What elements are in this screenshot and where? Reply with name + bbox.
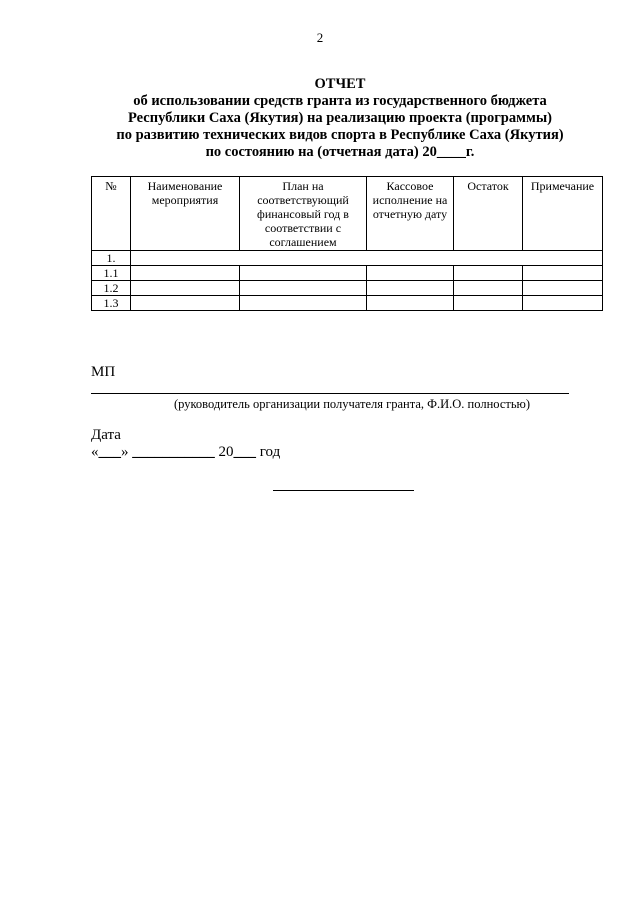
row-number: 1.2 (92, 281, 131, 296)
table-cell (131, 266, 240, 281)
table-cell (454, 296, 523, 311)
table-row (92, 296, 603, 311)
table-cell (454, 266, 523, 281)
row-number: 1.3 (92, 296, 131, 311)
table-cell (240, 296, 367, 311)
report-table (91, 176, 603, 311)
table-cell (454, 281, 523, 296)
year-prefix: 20 (218, 444, 234, 460)
title-line-4: по развитию технических видов спорта в Республике Саха (Якутия) (116, 127, 564, 143)
header-activity-name: Наименование мероприятия (131, 177, 240, 251)
stamp-label: МП (91, 364, 116, 380)
header-number: № (92, 177, 131, 251)
header-note: Примечание (523, 177, 603, 251)
table-header-row (92, 177, 603, 251)
report-title (60, 76, 620, 161)
header-cash-execution: Кассовое исполнение на отчетную дату (367, 177, 454, 251)
page-number: 2 (316, 30, 324, 45)
header-plan: План на соответствующий финансовый год в соответствии с соглашением (240, 177, 367, 251)
year-suffix: год (259, 444, 281, 460)
table-cell (240, 281, 367, 296)
table-row (92, 266, 603, 281)
title-line-2: об использовании средств гранта из государственного бюджета (133, 93, 547, 109)
table-cell (523, 296, 603, 311)
header-balance: Остаток (454, 177, 523, 251)
date-label: Дата (91, 427, 121, 443)
signature-line (91, 393, 569, 394)
date-fill-line (91, 444, 280, 461)
signature-caption: (руководитель организации получателя гранта, Ф.И.О. полностью) (173, 397, 531, 411)
date-close-quote: » (121, 444, 129, 460)
table-cell (367, 281, 454, 296)
title-line-3: Республики Саха (Якутия) на реализацию проекта (программы) (128, 110, 552, 126)
row-number: 1. (92, 251, 131, 266)
table-cell (367, 296, 454, 311)
table-row (92, 281, 603, 296)
year-blank: ___ (233, 444, 256, 460)
table-row (92, 251, 603, 266)
day-blank: ___ (98, 444, 121, 460)
table-cell (523, 281, 603, 296)
table-cell (523, 266, 603, 281)
row-number: 1.1 (92, 266, 131, 281)
table-cell (367, 266, 454, 281)
table-cell (131, 296, 240, 311)
title-heading: ОТЧЕТ (314, 76, 366, 92)
table-cell (131, 251, 603, 266)
month-blank: ___________ (132, 444, 215, 460)
closing-separator-line (273, 490, 414, 491)
date-open-quote: « (91, 444, 99, 460)
table-cell (131, 281, 240, 296)
table-cell (240, 266, 367, 281)
title-line-5: по состоянию на (отчетная дата) 20____г. (205, 144, 475, 160)
